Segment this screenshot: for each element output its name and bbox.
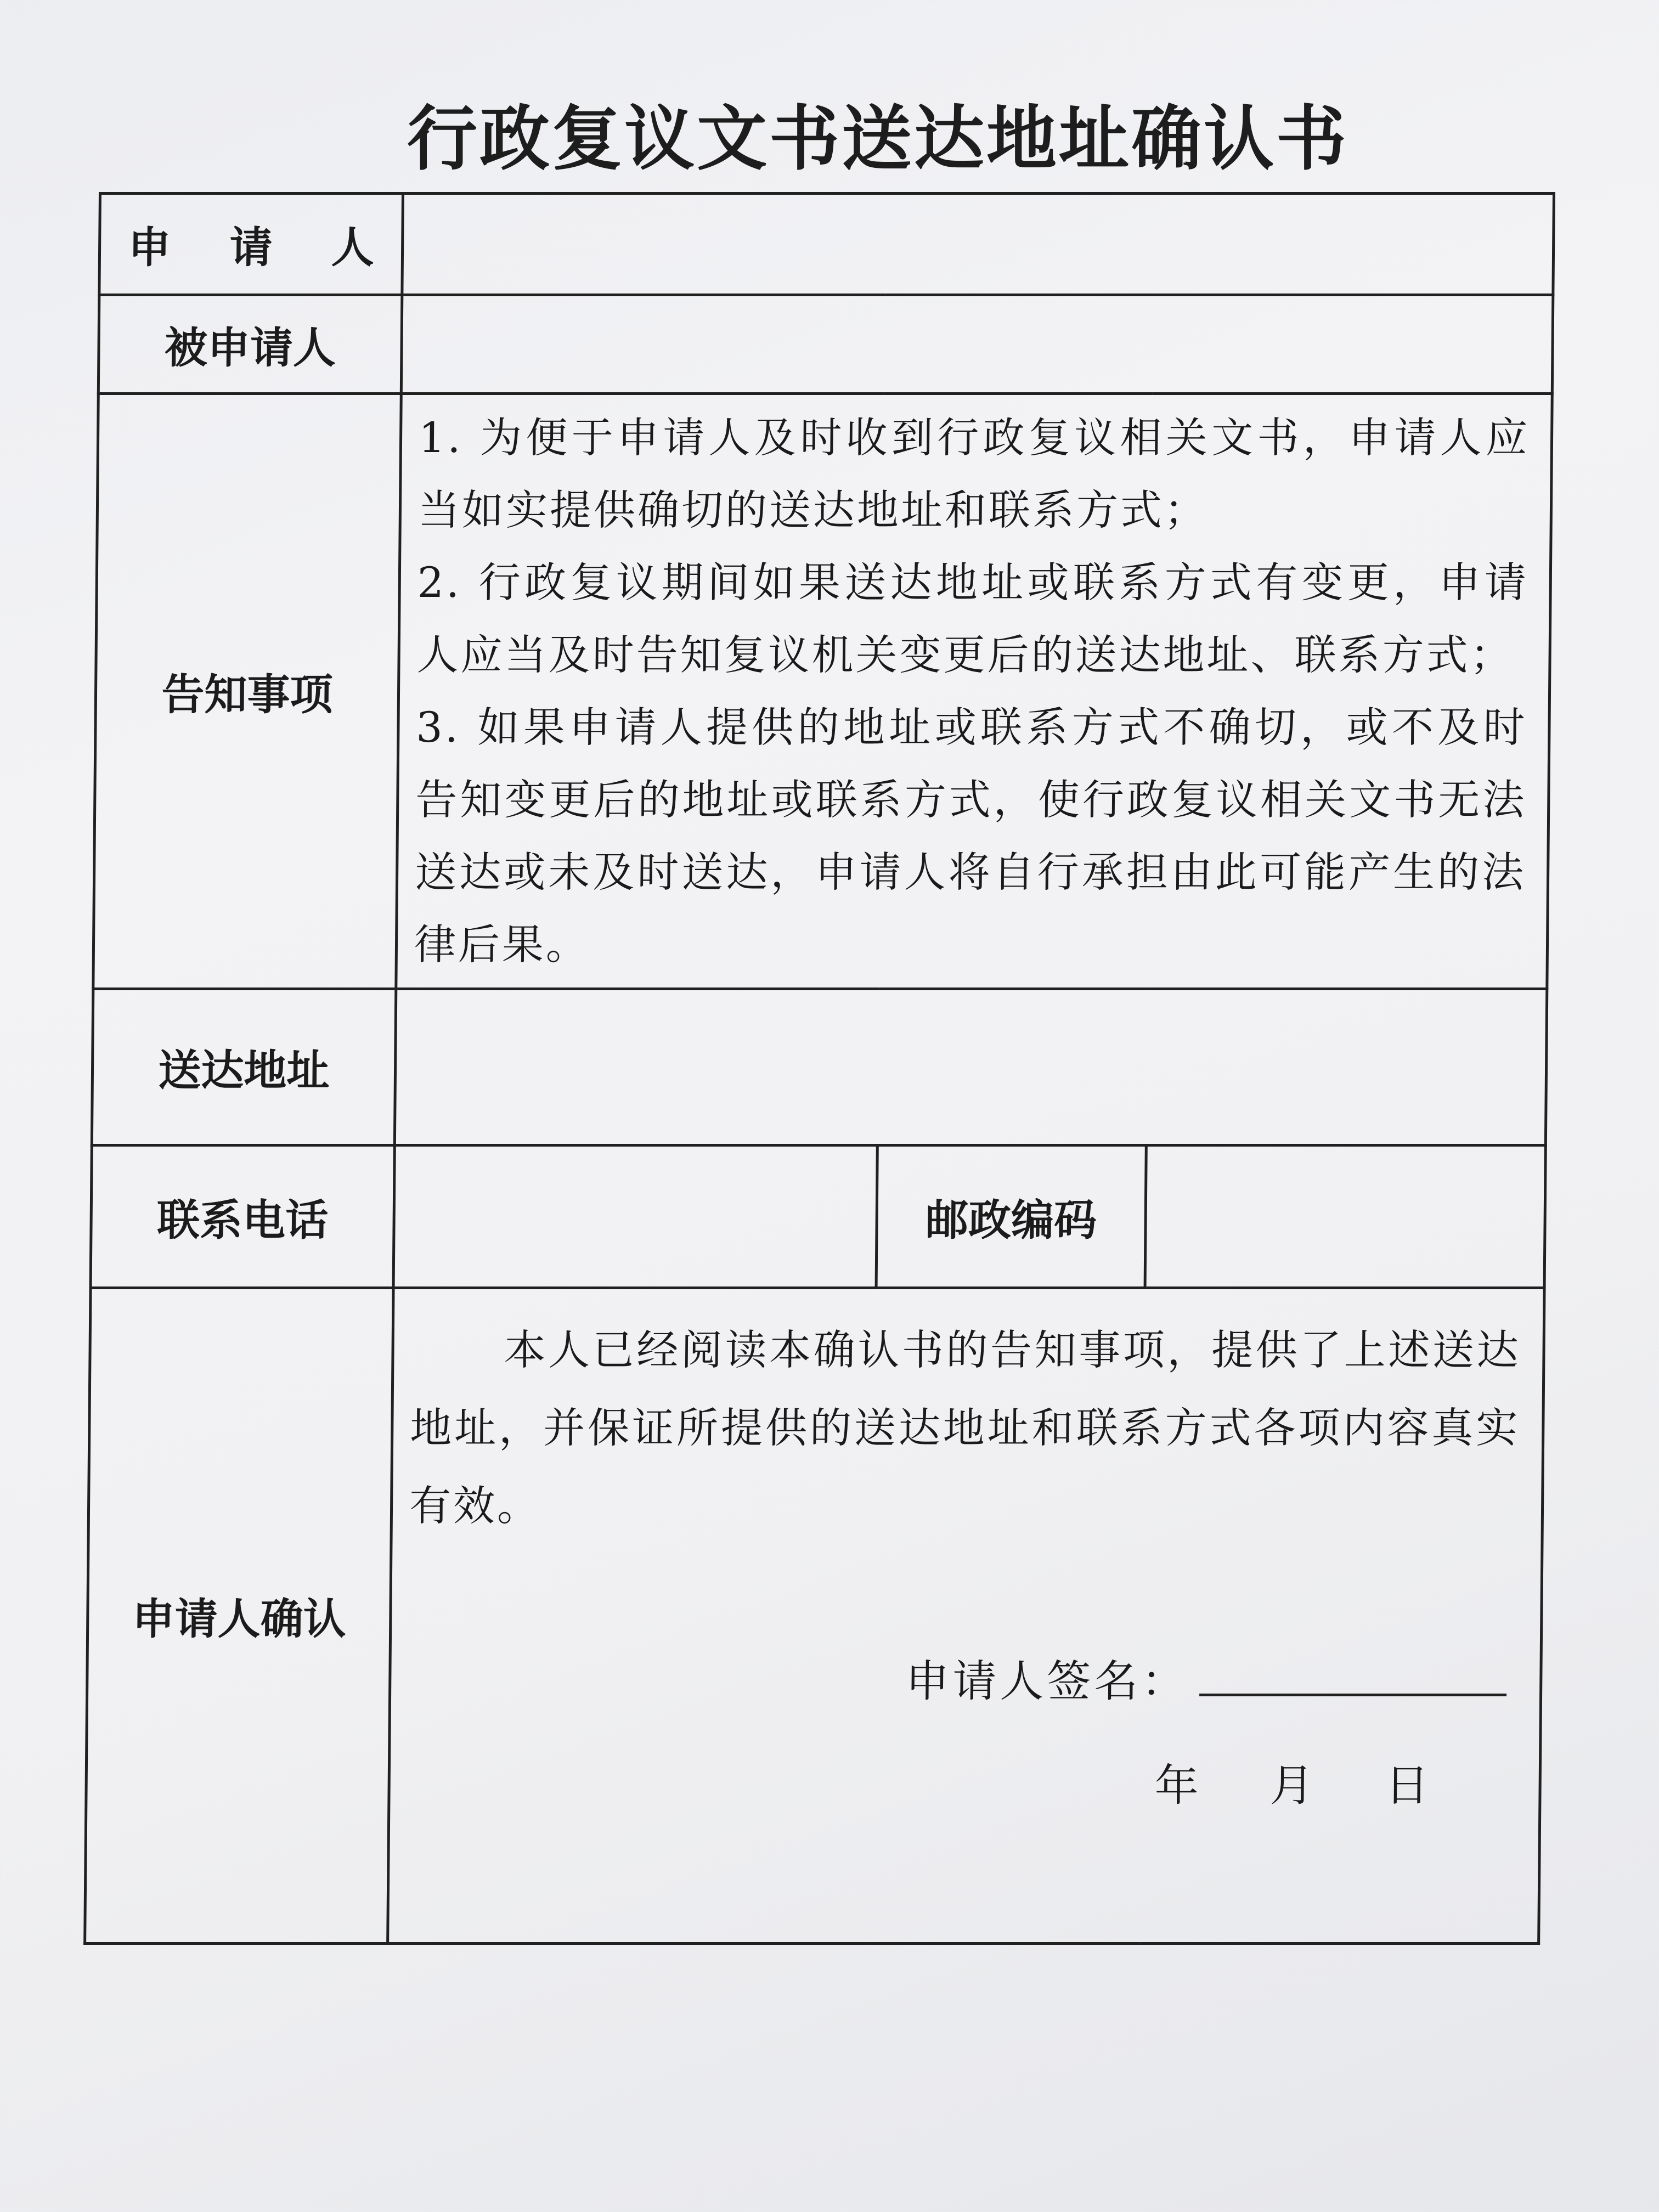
phone-postcode-row	[91, 1146, 1545, 1288]
applicant-field[interactable]	[402, 194, 1554, 295]
postcode-field[interactable]	[1145, 1146, 1545, 1288]
phone-field[interactable]	[393, 1146, 877, 1288]
notice-item-3: 3. 如果申请人提供的地址或联系方式不确切，或不及时告知变更后的地址或联系方式，使行政复议相关文书无法送达或未及时送达，申请人将自行承担由此可能产生的法律后果。	[414, 703, 1527, 969]
respondent-row	[98, 295, 1553, 394]
applicant-row	[99, 194, 1554, 295]
confirm-statement: 本人已经阅读本确认书的告知事项，提供了上述送达地址，并保证所提供的送达地址和联系方式各项内容真实有效。	[409, 1325, 1521, 1530]
address-field[interactable]	[394, 989, 1547, 1146]
phone-label: 联系电话	[91, 1146, 394, 1288]
date-day-label: 日	[1385, 1760, 1430, 1811]
address-label: 送达地址	[92, 989, 396, 1146]
notice-item-2: 2. 行政复议期间如果送达地址或联系方式有变更，申请人应当及时告知复议机关变更后的送达地址、联系方式；	[416, 558, 1529, 679]
signature-field[interactable]	[1199, 1652, 1507, 1696]
confirm-row	[85, 1288, 1544, 1944]
respondent-field[interactable]	[401, 295, 1553, 394]
notice-label: 告知事项	[93, 394, 401, 989]
date-month-label: 月	[1269, 1760, 1314, 1811]
confirm-content	[388, 1288, 1544, 1944]
applicant-label: 申 请 人	[99, 194, 403, 295]
signature-line	[905, 1646, 1507, 1709]
date-year-label: 年	[1154, 1760, 1199, 1811]
address-row	[92, 989, 1547, 1146]
confirmation-form-table	[83, 192, 1555, 1945]
confirm-label: 申请人确认	[85, 1288, 393, 1944]
respondent-label: 被申请人	[98, 295, 402, 394]
notice-content	[396, 394, 1553, 989]
postcode-label: 邮政编码	[876, 1146, 1146, 1288]
signature-label: 申请人签名：	[905, 1656, 1189, 1707]
notice-row	[93, 394, 1553, 989]
document-title: 行政复议文书送达地址确认书	[407, 98, 1348, 180]
notice-item-1: 1. 为便于申请人及时收到行政复议相关文书，申请人应当如实提供确切的送达地址和联系方式；	[417, 413, 1530, 534]
date-line	[1154, 1750, 1429, 1813]
